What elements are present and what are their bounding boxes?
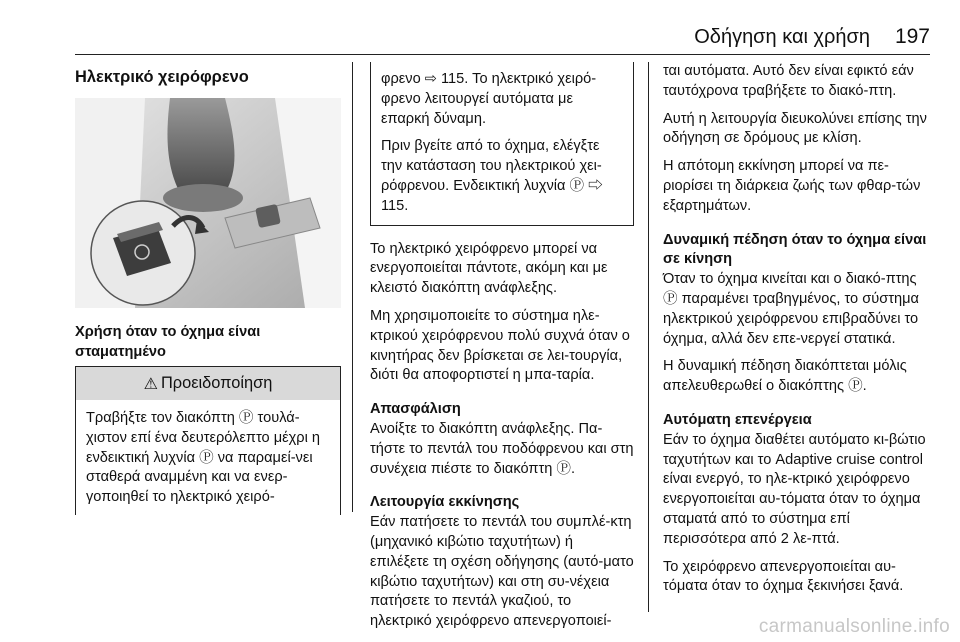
watermark: carmanualsonline.info [758,616,950,637]
column-divider-2 [648,62,649,612]
paragraph: ται αυτόματα. Αυτό δεν είναι εφικτό εάν ταυτόχρονα τραβήξετε το διακό-πτη. [663,63,914,99]
warning-continued-p2: Πριν βγείτε από το όχημα, ελέγξτε την κατάσταση του ηλεκτρικού χει-ρόφρενου. Ενδεικτική λυχνία Ⓟ ⇨ 115. [381,138,603,214]
warning-box [75,366,341,515]
running-title: Οδήγηση και χρήση [694,26,870,48]
warning-header [76,367,340,400]
warning-box-continued [370,62,634,226]
subheading-start-function: Λειτουργία εκκίνησης [370,494,520,511]
paragraph: Το ηλεκτρικό χειρόφρενο μπορεί να ενεργοποιείται πάντοτε, ακόμη και με κλειστό διακόπτη ανάφλεξης. [370,240,608,297]
subheading-release: Απασφάλιση [370,401,461,418]
paragraph: Αυτή η λειτουργία διευκολύνει επίσης την οδήγηση σε δρόμους με κλίση. [663,110,927,147]
subheading-dynamic-braking: Δυναμική πέδηση όταν το όχημα είναι σε κίνηση [663,231,927,268]
paragraph: Όταν το όχημα κινείται και ο διακό-πτης Ⓟ παραμένει τραβηγμένος, το σύστημα ηλεκτρικού χειρόφρενου επιβραδύνει το όχημα, αλλά δεν επε-νεργεί στατικά. [663,271,919,347]
page-header [0,0,960,52]
console-drawing [75,98,341,308]
paragraph: Το χειρόφρενο απενεργοποιείται αυ-τόματα όταν το όχημα ξεκινήσει ξανά. [663,558,904,595]
paragraph: Μη χρησιμοποιείτε το σύστημα ηλε-κτρικού χειρόφρενου πολύ συχνά όταν ο κινητήρας δεν βρίσκεται σε λει-τουργία, διότι θα αποφορτιστεί η μπα-ταρία. [370,307,630,384]
warning-continued-p1: φρενο ⇨ 115. Το ηλεκτρικό χειρό-φρενο λειτουργεί αυτόματα με επαρκή δύναμη. [381,71,597,127]
figure-caption: Χρήση όταν το όχημα είναι σταματημένο [75,324,261,360]
subheading-automatic-application: Αυτόματη επενέργεια [663,411,812,428]
paragraph: Εάν πατήσετε το πεντάλ του συμπλέ-κτη (μηχανικό κιβώτιο ταχυτήτων) ή επιλέξετε τη σχέση οδήγησης (αυτό-ματο κιβώτιο ταχυτήτων) και στη συ-νέχεια πατήσετε το πεντάλ γκαζιού, το ηλεκτρικό χειρόφρενο απενεργοποιεί- [370,514,634,630]
paragraph: Ανοίξτε το διακόπτη ανάφλεξης. Πα-τήστε το πεντάλ του ποδόφρενου και στη συνέχεια πιέστε το διακόπτη Ⓟ. [370,420,634,477]
column-divider-1 [352,62,353,512]
column-2 [370,62,634,632]
header-rule [75,54,930,55]
warning-title: Προειδοποίηση [160,374,273,392]
warning-body: Τραβήξτε τον διακόπτη Ⓟ τουλά-χιστον επί ένα δευτερόλεπτο μέχρι η ενδεικτική λυχνία Ⓟ να παραμεί-νει σταθερά αναμμένη και να ενερ-γοποιηθεί το ηλεκτρικό χειρό- [86,410,321,506]
warning-triangle-icon: ⚠ [143,375,158,393]
page-number: 197 [894,25,930,48]
paragraph: Εάν το όχημα διαθέτει αυτόματο κι-βώτιο ταχυτήτων και το Adaptive cruise control είναι ενεργό, το ηλε-κτρικό χειρόφρενο ενεργοποιείται αυ-τόματα όταν το όχημα σταματά από το σύστημα επί περισσότερα από 2 λε-πτά. [663,431,926,547]
paragraph: Η δυναμική πέδηση διακόπτεται μόλις απελευθερωθεί ο διακόπτης Ⓟ. [663,358,907,395]
paragraph: Η απότομη εκκίνηση μπορεί να πε-ριορίσει τη διάρκεια ζωής των φθαρ-τών εξαρτημάτων. [663,158,921,214]
column-1 [75,66,341,88]
parking-brake-switch-illustration [75,98,341,308]
section-title: Ηλεκτρικό χειρόφρενο [75,68,249,86]
column-3 [663,62,933,597]
